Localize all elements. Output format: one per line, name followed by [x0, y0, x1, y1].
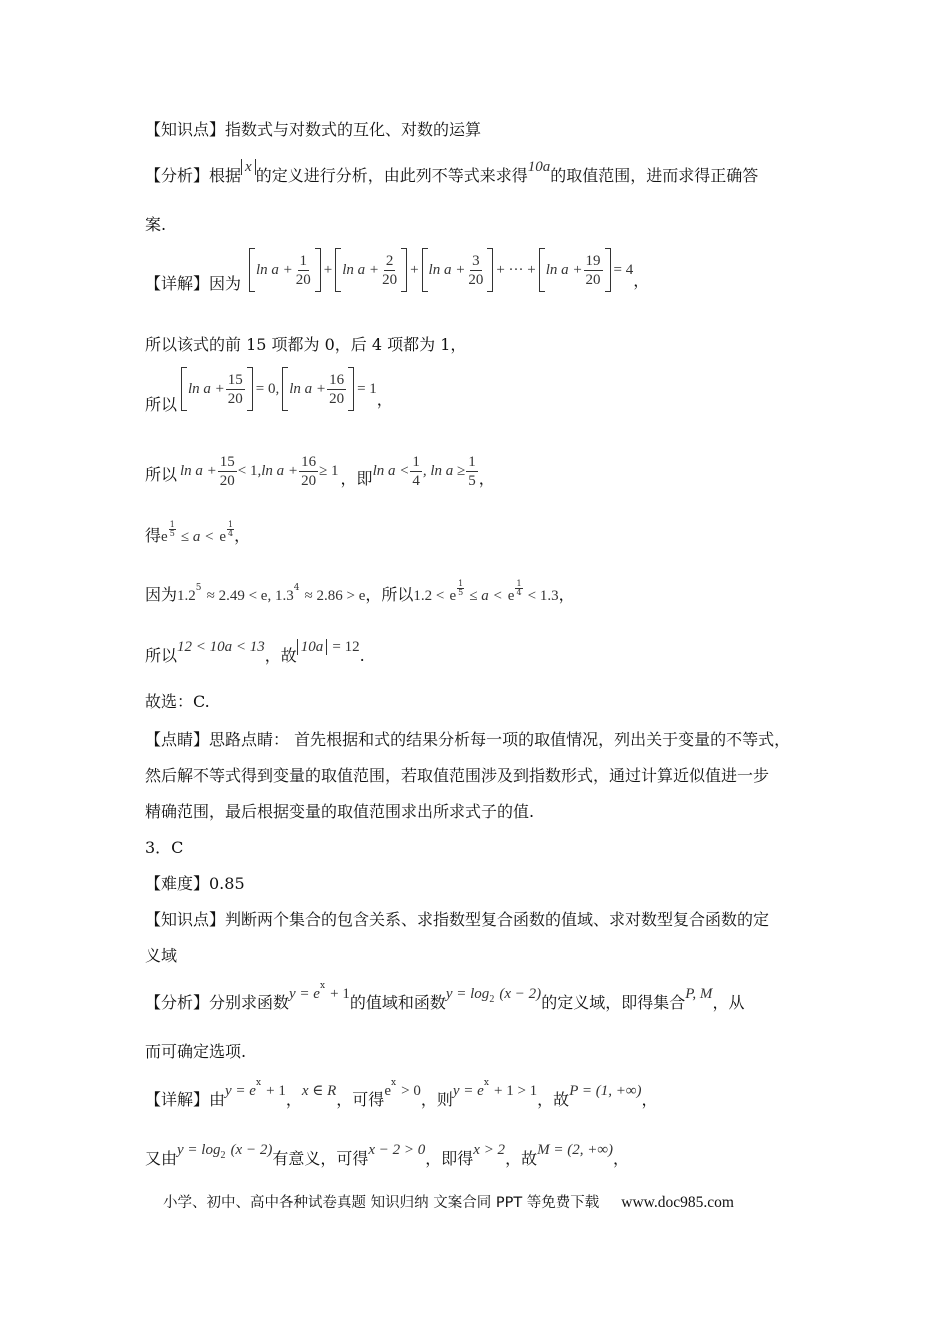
math-10a: 10a	[527, 159, 551, 175]
inequalities: ln a + $\frac{15}{20}$ < 1, ln a + $\frac{16}{20}$ ≥ 1 ，即 ln a < $\frac{1}{4}$ , ln a ≥ $\frac{1}{5}$ ，	[180, 454, 495, 489]
floor-term: ln a + $\frac{2}{20}$	[335, 248, 407, 292]
final-line: 所以12 < 10a < 13，故 10a = 12.	[145, 639, 365, 665]
comment-line-3: 精确范围，最后根据变量的取值范围求出所求式子的值.	[145, 802, 535, 821]
floor-equations: ln a + $\frac{15}{20}$ = 0, ln a + $\frac{16}{20}$ = 1 ，	[178, 367, 393, 411]
analysis-3-line-2: 而可确定选项.	[145, 1042, 247, 1061]
floor-term: ln a + $\frac{1}{20}$	[249, 248, 321, 292]
comment-line-1: 【点睛】思路点睛： 首先根据和式的结果分析每一项的取值情况，列出关于变量的不等式，	[145, 730, 791, 749]
floor-term: ln a + $\frac{3}{20}$	[422, 248, 494, 292]
analysis-text: 的定义进行分析，由此列不等式来求得	[255, 166, 528, 185]
analysis-3-line: 【分析】分别求函数$y = e^x + 1$的值域和函数$y = \log_2 (x - 2)$的定义域，即得集合P, M，从	[145, 981, 745, 1012]
sum-expression: ln a + $\frac{1}{20}$ + ln a + $\frac{2}{20}$ + ln a + $\frac{3}{20}$ + ··· + ln a + $\frac{19}{20}$ = 4 ，	[246, 248, 649, 292]
analysis-text: 【分析】根据	[145, 166, 242, 185]
floor-term: ln a + $\frac{19}{20}$	[539, 248, 611, 292]
analysis-text: 的取值范围，进而求得正确答	[550, 166, 759, 185]
answer-line: 故选：C.	[145, 692, 210, 711]
page-footer	[163, 1191, 734, 1212]
terms-line	[145, 335, 466, 355]
yinwei-line: 因为$1.2^5 \approx 2.49 < e$, $1.3^4 \approx 2.86 > e$，所以1.2 < e $\frac{1}{5}$ ≤ a < e $\frac{1}{4}$ < 1.3，	[145, 579, 575, 604]
detail-line	[145, 274, 241, 294]
detail-label: 【详解】因为	[145, 274, 242, 293]
detail-3-line: 【详解】由$y = e^x + 1$，x ∈ R，可得$e^x > 0$，则$y = e^x + 1 > 1$，故P = (1, +∞)，	[145, 1078, 658, 1109]
youyou-line: 又由$y = \log_2 (x - 2)$有意义，可得x − 2 > 0，即得x > 2，故M = (2, +∞)，	[145, 1142, 630, 1168]
analysis-text: 案.	[145, 215, 167, 234]
footer-text: 小学、初中、高中各种试卷真题 知识归纳 文案合同 PPT 等免费下载	[163, 1195, 600, 1211]
analysis-line	[145, 159, 759, 187]
footer-url[interactable]: www.doc985.com	[621, 1194, 734, 1211]
analysis-line-2	[145, 215, 166, 235]
de-line: 得e $\frac{1}{5}$ ≤ a < e $\frac{1}{4}$ ，	[145, 520, 251, 545]
difficulty-line: 【难度】0.85	[145, 874, 245, 893]
comment-line-2: 然后解不等式得到变量的取值范围，若取值范围涉及到指数形式，通过计算近似值进一步	[145, 766, 770, 785]
knowledge-line-2: 义域	[145, 946, 178, 965]
knowledge-point-line	[145, 120, 481, 140]
suoyi-line-1: 所以	[145, 395, 178, 414]
question-3-number: 3．C	[145, 838, 184, 857]
terms-text: 所以该式的前 15 项都为 0，后 4 项都为 1，	[145, 335, 467, 354]
suoyi-line-2: 所以	[145, 465, 178, 484]
floor-x: x	[241, 159, 256, 175]
knowledge-point-text: 【知识点】指数式与对数式的互化、对数的运算	[145, 120, 482, 139]
knowledge-line-1: 【知识点】判断两个集合的包含关系、求指数型复合函数的值域、求对数型复合函数的定	[145, 910, 770, 929]
